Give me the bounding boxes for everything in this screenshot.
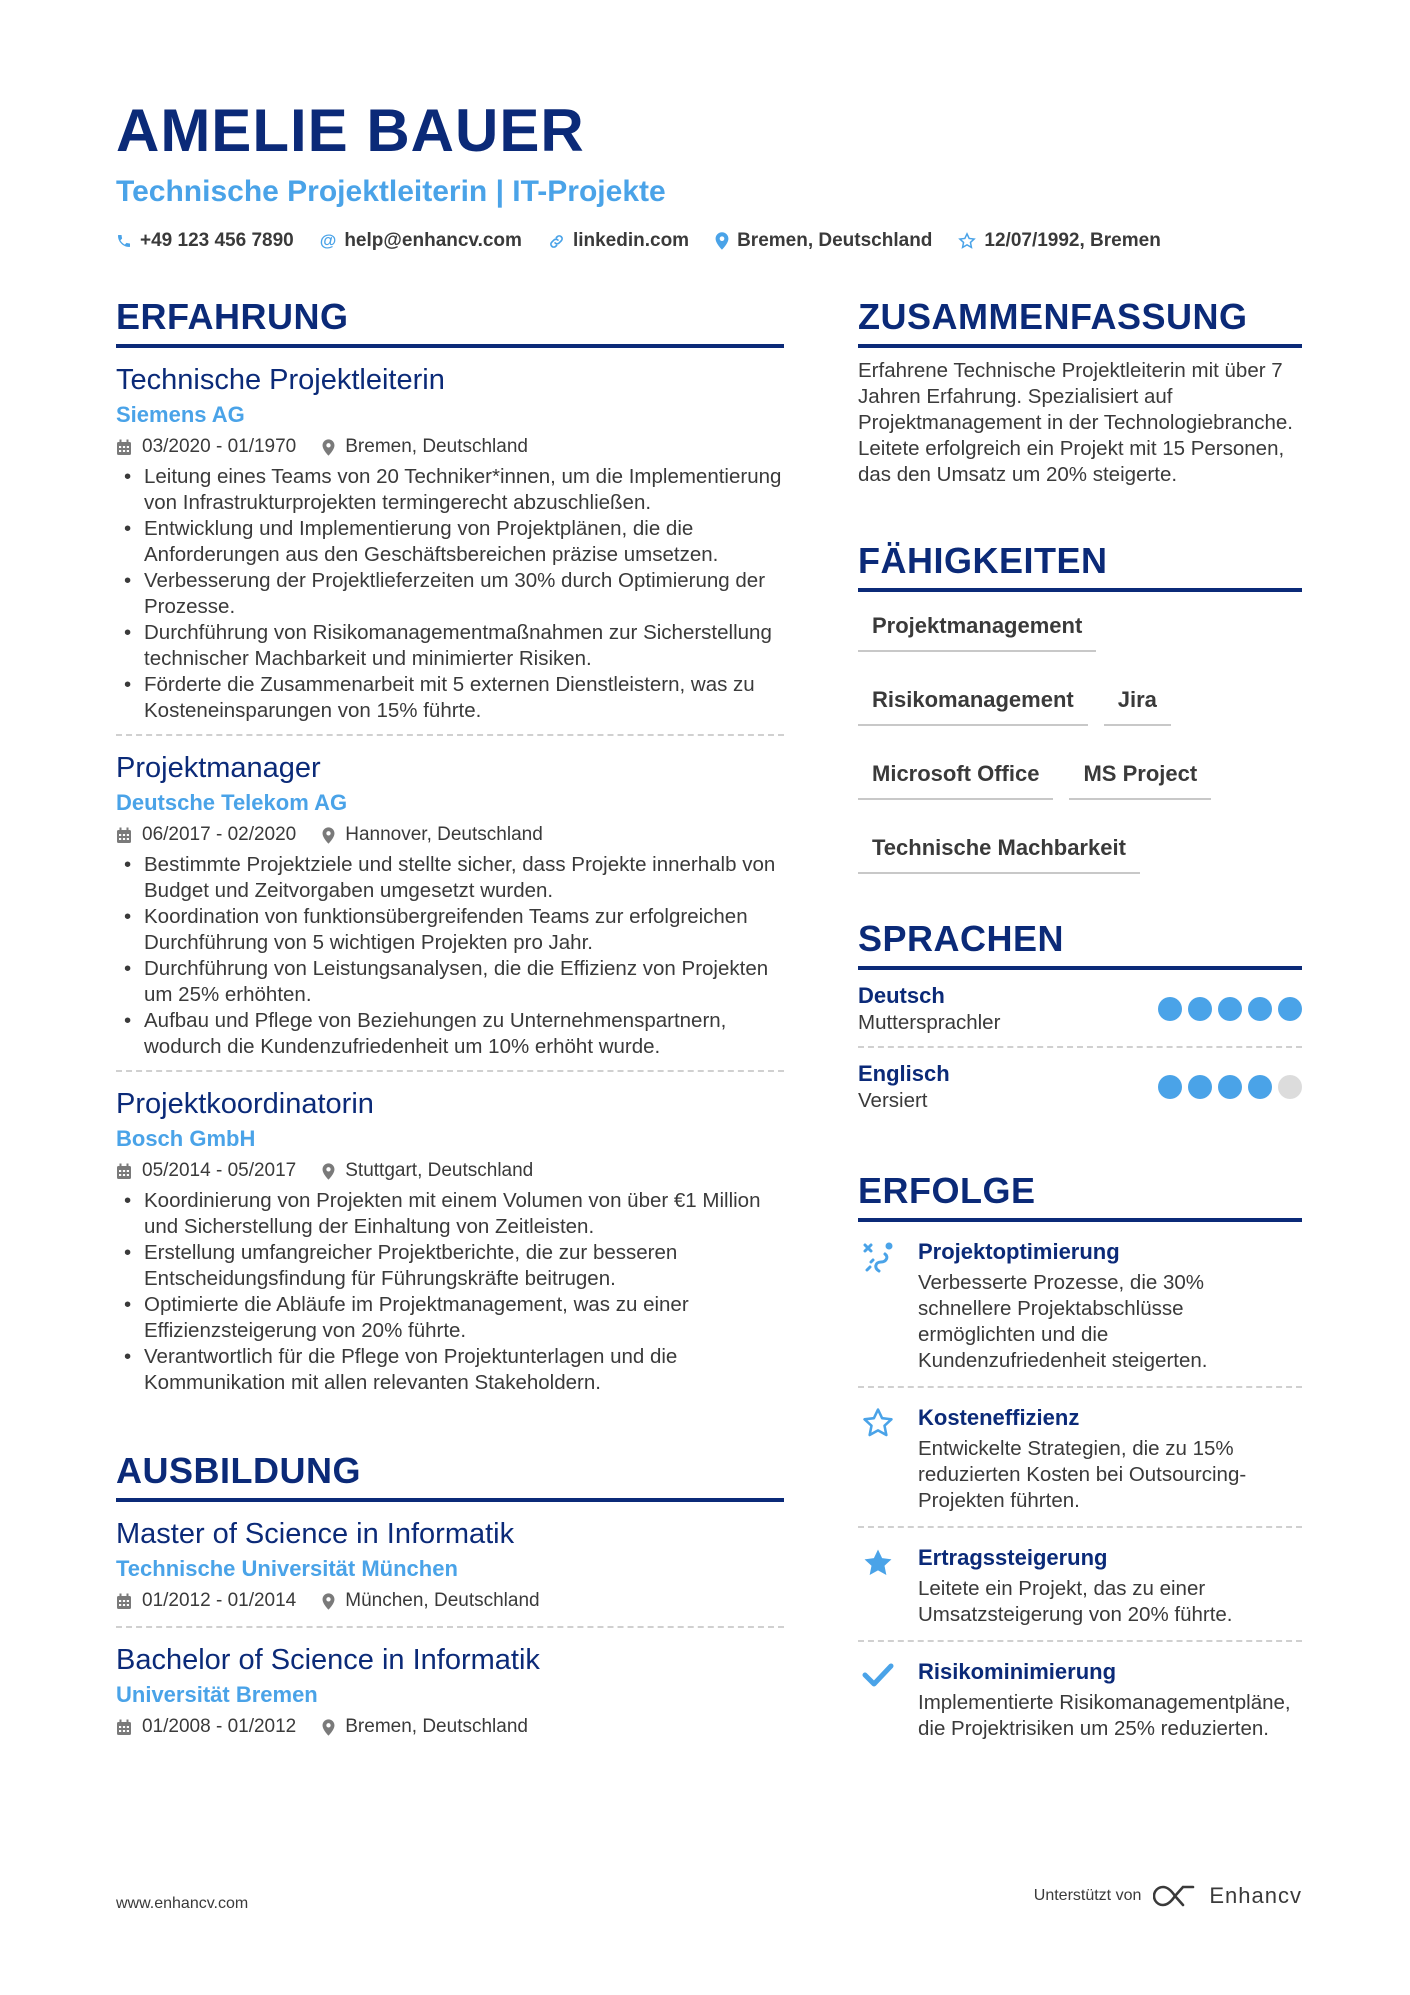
language-item [858, 970, 1302, 1048]
job-meta [116, 1158, 784, 1184]
rating-dot [1278, 1075, 1302, 1099]
enhancv-logo-icon [1153, 1884, 1197, 1908]
checkmark-icon [858, 1658, 898, 1742]
education-location: München, Deutschland [345, 1590, 540, 1611]
location-icon [322, 439, 335, 456]
job-title: Projektkoordinatorin [116, 1088, 374, 1120]
job-bullets [116, 464, 784, 724]
achievement-text: Implementierte Risikomanagementpläne, die Projektrisiken um 25% reduzierten. [918, 1691, 1291, 1740]
link-icon [548, 233, 565, 250]
contact-email[interactable] [320, 230, 522, 252]
calendar-icon [116, 1593, 132, 1610]
summary-text: Erfahrene Technische Projektleiterin mit über 7 Jahren Erfahrung. Spezialisiert auf Projektmanagement in der Technologiebranche. Leitete erfolgreich ein Projekt mit 15 Personen, das den Umsatz um 20% steigerte. [858, 359, 1293, 486]
skills-title: FÄHIGKEITEN [858, 540, 1302, 592]
language-name: Deutsch [858, 983, 945, 1008]
job-meta [116, 822, 784, 848]
achievement-item [858, 1222, 1302, 1388]
rating-dot [1158, 997, 1182, 1021]
language-item [858, 1048, 1302, 1124]
achievements-title: ERFOLGE [858, 1170, 1302, 1222]
skill-tag: Technische Machbarkeit [858, 828, 1140, 874]
achievement-title: Kosteneffizienz [918, 1405, 1080, 1430]
bullet-item: • Durchführung von Leistungsanalysen, die die Effizienz von Projekten um 25% erhöhten. [116, 956, 784, 1008]
experience-entry [116, 348, 784, 736]
phone-icon [116, 233, 132, 249]
job-dates: 06/2017 - 02/2020 [142, 824, 297, 845]
star-outline-icon [858, 1404, 898, 1514]
degree-title: Master of Science in Informatik [116, 1518, 515, 1550]
skill-tag: Jira [1104, 680, 1171, 726]
bullet-item: • Koordinierung von Projekten mit einem Volumen von über €1 Million und Sicherstellung der Einhaltung von Zeitleisten. [116, 1188, 784, 1240]
rating-dot [1218, 1075, 1242, 1099]
job-title: Technische Projektleiterin [116, 364, 445, 396]
brand-name: Enhancv [1209, 1883, 1302, 1908]
star-filled-icon [858, 1544, 898, 1628]
language-level: Versiert [858, 1089, 928, 1112]
bullet-item: • Durchführung von Risikomanagementmaßnahmen zur Sicherstellung technischer Machbarkeit und minimierter Risiken. [116, 620, 784, 672]
school-name: Technische Universität München [116, 1556, 458, 1581]
candidate-name: AMELIE BAUER [116, 97, 585, 164]
language-rating [1158, 1075, 1302, 1099]
education-entry [116, 1628, 784, 1752]
location-icon [322, 1593, 335, 1610]
rating-dot [1278, 997, 1302, 1021]
skill-tag: MS Project [1069, 754, 1211, 800]
job-location: Hannover, Deutschland [345, 824, 543, 845]
summary-title: ZUSAMMENFASSUNG [858, 296, 1302, 348]
route-icon [858, 1238, 898, 1374]
contact-location-text: Bremen, Deutschland [737, 230, 933, 251]
contact-location [715, 230, 932, 252]
job-bullets [116, 1188, 784, 1396]
footer-website[interactable]: www.enhancv.com [116, 1895, 249, 1912]
contact-phone-text: +49 123 456 7890 [140, 230, 294, 251]
education-meta [116, 1714, 784, 1740]
education-meta [116, 1588, 784, 1614]
contact-phone[interactable] [116, 230, 294, 252]
contact-email-text: help@enhancv.com [344, 230, 522, 251]
job-location: Bremen, Deutschland [345, 436, 528, 457]
right-column [858, 296, 1302, 1754]
bullet-item: • Bestimmte Projektziele und stellte sicher, dass Projekte innerhalb von Budget und Zeitvorgaben umgesetzt wurden. [116, 852, 784, 904]
skill-tag: Projektmanagement [858, 606, 1096, 652]
rating-dot [1188, 1075, 1212, 1099]
achievement-title: Risikominimierung [918, 1659, 1117, 1684]
calendar-icon [116, 827, 132, 844]
footer-brand[interactable] [1034, 1883, 1302, 1909]
contact-linkedin-text: linkedin.com [572, 230, 690, 251]
job-location: Stuttgart, Deutschland [345, 1160, 534, 1181]
job-meta [116, 434, 784, 460]
company-name: Deutsche Telekom AG [116, 790, 348, 815]
school-name: Universität Bremen [116, 1682, 318, 1707]
location-icon [715, 232, 729, 250]
education-entry [116, 1502, 784, 1628]
skills-section [858, 540, 1302, 874]
skill-tag: Risikomanagement [858, 680, 1088, 726]
achievement-text: Verbesserte Prozesse, die 30% schnellere Projektabschlüsse ermöglichten und die Kundenzufriedenheit steigerten. [918, 1271, 1208, 1372]
rating-dot [1188, 997, 1212, 1021]
bullet-item: • Förderte die Zusammenarbeit mit 5 externen Dienstleistern, was zu Kosteneinsparungen von 15% führte. [116, 672, 784, 724]
experience-title: ERFAHRUNG [116, 296, 784, 348]
left-column [116, 296, 784, 1752]
company-name: Siemens AG [116, 402, 245, 427]
rating-dot [1158, 1075, 1182, 1099]
summary-section [858, 296, 1302, 488]
contact-linkedin[interactable] [548, 230, 689, 252]
powered-by-label: Unterstützt von [1033, 1887, 1142, 1904]
calendar-icon [116, 1719, 132, 1736]
achievement-text: Leitete ein Projekt, das zu einer Umsatzsteigerung von 20% führte. [918, 1577, 1233, 1626]
job-dates: 03/2020 - 01/1970 [142, 436, 297, 457]
achievements-section [858, 1170, 1302, 1754]
achievement-item [858, 1642, 1302, 1754]
location-icon [322, 827, 335, 844]
bullet-item: • Verbesserung der Projektlieferzeiten um 30% durch Optimierung der Prozesse. [116, 568, 784, 620]
education-location: Bremen, Deutschland [345, 1716, 528, 1737]
job-dates: 05/2014 - 05/2017 [142, 1160, 297, 1181]
language-name: Englisch [858, 1061, 950, 1086]
calendar-icon [116, 1163, 132, 1180]
job-bullets [116, 852, 784, 1060]
rating-dot [1248, 997, 1272, 1021]
education-title: AUSBILDUNG [116, 1450, 784, 1502]
company-name: Bosch GmbH [116, 1126, 256, 1151]
star-icon [958, 232, 976, 250]
achievement-title: Projektoptimierung [918, 1239, 1120, 1264]
achievement-title: Ertragssteigerung [918, 1545, 1108, 1570]
languages-title: SPRACHEN [858, 918, 1302, 970]
bullet-item: • Koordination von funktionsübergreifenden Teams zur erfolgreichen Durchführung von 5 wichtigen Projekten pro Jahr. [116, 904, 784, 956]
bullet-item: • Erstellung umfangreicher Projektberichte, die zur besseren Entscheidungsfindung für Führungskräfte beitrugen. [116, 1240, 784, 1292]
language-level: Muttersprachler [858, 1011, 1001, 1034]
location-icon [322, 1163, 335, 1180]
experience-section [116, 296, 784, 1406]
bullet-item: • Aufbau und Pflege von Beziehungen zu Unternehmenspartnern, wodurch die Kundenzufriedenheit um 10% erhöht wurde. [116, 1008, 784, 1060]
candidate-role: Technische Projektleiterin | IT-Projekte [116, 175, 666, 208]
achievement-item [858, 1388, 1302, 1528]
language-rating [1158, 997, 1302, 1021]
education-dates: 01/2012 - 01/2014 [142, 1590, 297, 1611]
skills-list [858, 606, 1302, 874]
achievement-item [858, 1528, 1302, 1642]
contact-birth [958, 230, 1160, 252]
contact-birth-text: 12/07/1992, Bremen [984, 230, 1161, 251]
rating-dot [1218, 997, 1242, 1021]
education-section [116, 1450, 784, 1752]
bullet-item: • Leitung eines Teams von 20 Techniker*innen, um die Implementierung von Infrastrukturprojekten termingerecht abzuschließen. [116, 464, 784, 516]
at-icon: @ [319, 231, 337, 250]
rating-dot [1248, 1075, 1272, 1099]
contact-bar [116, 230, 1161, 252]
degree-title: Bachelor of Science in Informatik [116, 1644, 540, 1676]
bullet-item: • Verantwortlich für die Pflege von Projektunterlagen und die Kommunikation mit allen relevanten Stakeholdern. [116, 1344, 784, 1396]
education-dates: 01/2008 - 01/2012 [142, 1716, 297, 1737]
job-title: Projektmanager [116, 752, 321, 784]
languages-section [858, 918, 1302, 1124]
location-icon [322, 1719, 335, 1736]
achievement-text: Entwickelte Strategien, die zu 15% reduzierten Kosten bei Outsourcing-Projekten führten. [918, 1437, 1247, 1512]
bullet-item: • Entwicklung und Implementierung von Projektplänen, die die Anforderungen aus den Geschäftsbereichen präzise umsetzen. [116, 516, 784, 568]
experience-entry [116, 1072, 784, 1406]
skill-tag: Microsoft Office [858, 754, 1053, 800]
experience-entry [116, 736, 784, 1072]
bullet-item: • Optimierte die Abläufe im Projektmanagement, was zu einer Effizienzsteigerung von 20% führte. [116, 1292, 784, 1344]
calendar-icon [116, 439, 132, 456]
